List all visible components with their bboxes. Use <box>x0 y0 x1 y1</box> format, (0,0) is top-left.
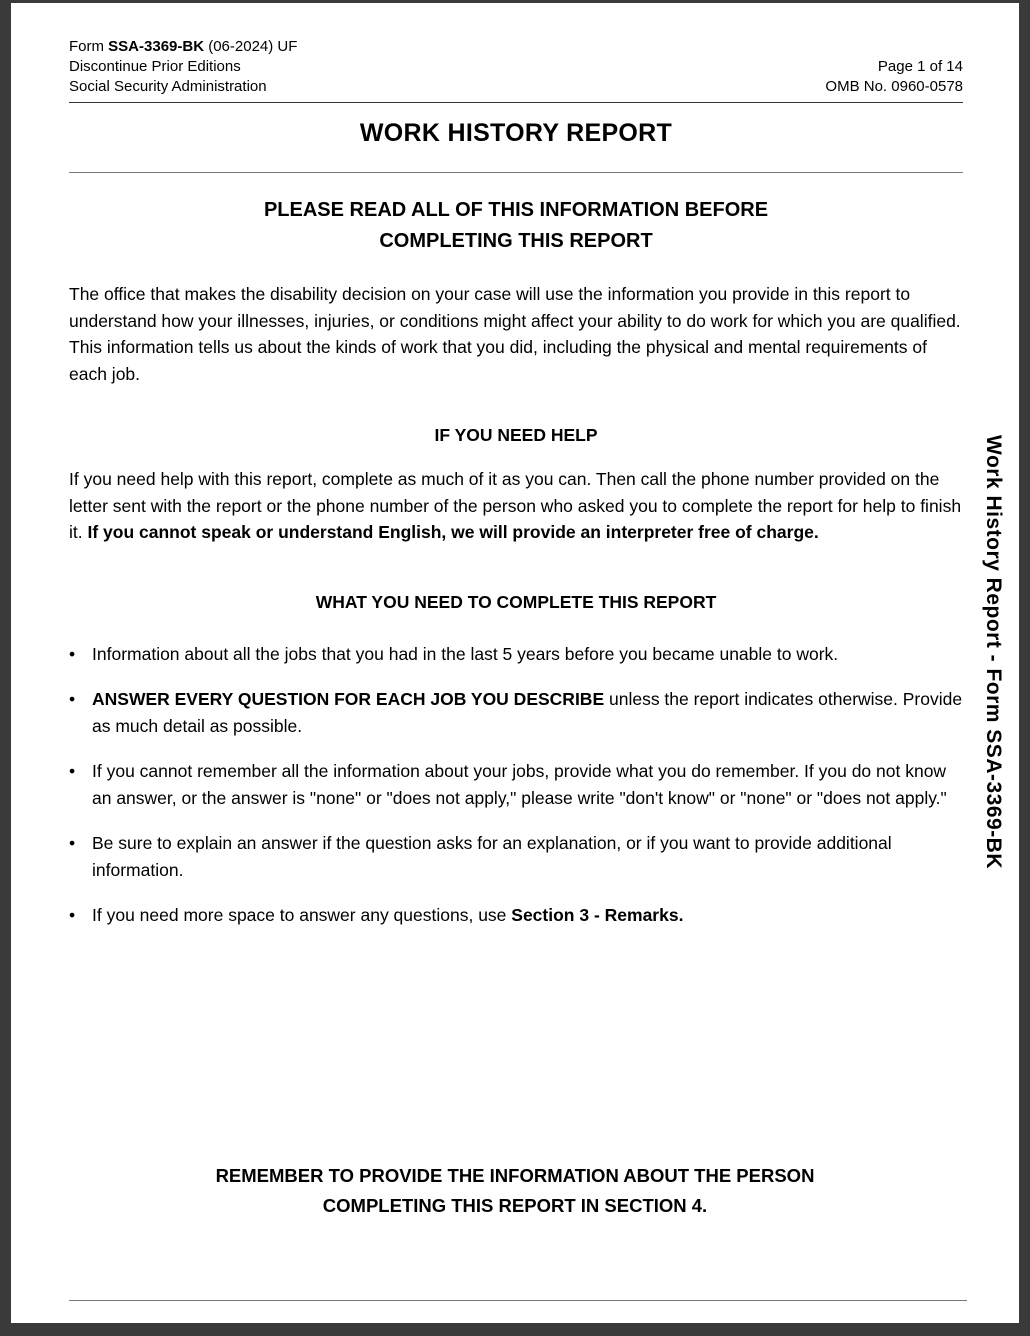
bullet-list <box>69 641 963 929</box>
omb-number: OMB No. 0960-0578 <box>825 78 963 95</box>
bullet-bold-tail: Section 3 - Remarks. <box>511 905 684 925</box>
list-item <box>69 641 963 668</box>
bullet-plain-text: Be sure to explain an answer if the question asks for an explanation, or if you want to provide additional information. <box>92 833 892 880</box>
bullet-text <box>92 641 963 668</box>
bullet-text <box>92 686 963 739</box>
agency-line: Social Security Administration <box>69 78 267 95</box>
list-item <box>69 758 963 811</box>
bullet-marker: • <box>69 761 76 781</box>
bullet-plain-text: If you need more space to answer any questions, use <box>92 905 512 925</box>
form-id-suffix: (06-2024) UF <box>204 38 298 55</box>
help-paragraph <box>69 466 963 546</box>
title-divider <box>69 172 963 173</box>
help-heading: IF YOU NEED HELP <box>434 425 598 445</box>
reminder-note <box>11 1161 1019 1221</box>
header-divider <box>69 102 963 103</box>
intro-paragraph: The office that makes the disability decision on your case will use the information you provide in this report to understand how your illnesses, injuries, or conditions might affect your ability to do work for which you are qualified. This information tells us about the kinds of work that you did, including the physical and mental requirements of each job. <box>69 284 961 384</box>
bullet-text <box>92 758 963 811</box>
list-item <box>69 902 963 929</box>
read-all-heading-line2: COMPLETING THIS REPORT <box>379 230 653 252</box>
footer-divider <box>69 1300 967 1301</box>
help-text: If you need help with this report, complete as much of it as you can. Then call the phone number provided on the letter sent with the report or the phone number of the person who asked you to complete the report for help to finish it. <box>69 469 962 542</box>
read-all-heading-line1: PLEASE READ ALL OF THIS INFORMATION BEFORE <box>263 199 769 221</box>
bullet-text <box>92 902 963 929</box>
page-title: WORK HISTORY REPORT <box>359 119 673 147</box>
header-left-block <box>69 37 297 97</box>
discontinue-line: Discontinue Prior Editions <box>69 58 241 75</box>
bullet-bold-lead: ANSWER EVERY QUESTION FOR EACH JOB YOU DESCRIBE <box>92 689 605 709</box>
form-id-line <box>69 37 297 57</box>
page-content <box>11 3 1019 929</box>
bullet-marker: • <box>69 689 76 709</box>
bullet-marker: • <box>69 643 76 664</box>
help-text-bold: If you cannot speak or understand English, we will provide an interpreter free of charge. <box>87 522 819 542</box>
list-item <box>69 686 963 739</box>
list-item <box>69 830 963 883</box>
page-header <box>69 37 963 97</box>
bullet-plain-text: unless the report indicates otherwise. Provide as much detail as possible. <box>92 689 963 736</box>
header-right-block <box>825 57 963 97</box>
bullet-marker: • <box>69 833 76 853</box>
bullet-text <box>92 830 963 883</box>
bullet-plain-text: If you cannot remember all the information about your jobs, provide what you do remember. If you do not know an answer, or the answer is "none" or "does not apply," please write "don't know" or "none" or "does not apply." <box>92 761 947 808</box>
form-number: SSA-3369-BK <box>108 38 205 55</box>
form-id-prefix: Form <box>69 38 109 55</box>
page-number: Page 1 of 14 <box>877 58 963 75</box>
bullet-marker: • <box>69 905 76 925</box>
bullet-plain-text: Information about all the jobs that you had in the last 5 years before you became unable to work. <box>92 643 839 664</box>
read-all-heading <box>69 195 963 257</box>
reminder-line1: REMEMBER TO PROVIDE THE INFORMATION ABOUT THE PERSON <box>215 1165 815 1186</box>
vertical-page-label: Work History Report - Form SSA-3369-BK <box>982 435 1005 870</box>
reminder-line2: COMPLETING THIS REPORT IN SECTION 4. <box>322 1195 708 1216</box>
needs-heading: WHAT YOU NEED TO COMPLETE THIS REPORT <box>315 591 717 612</box>
